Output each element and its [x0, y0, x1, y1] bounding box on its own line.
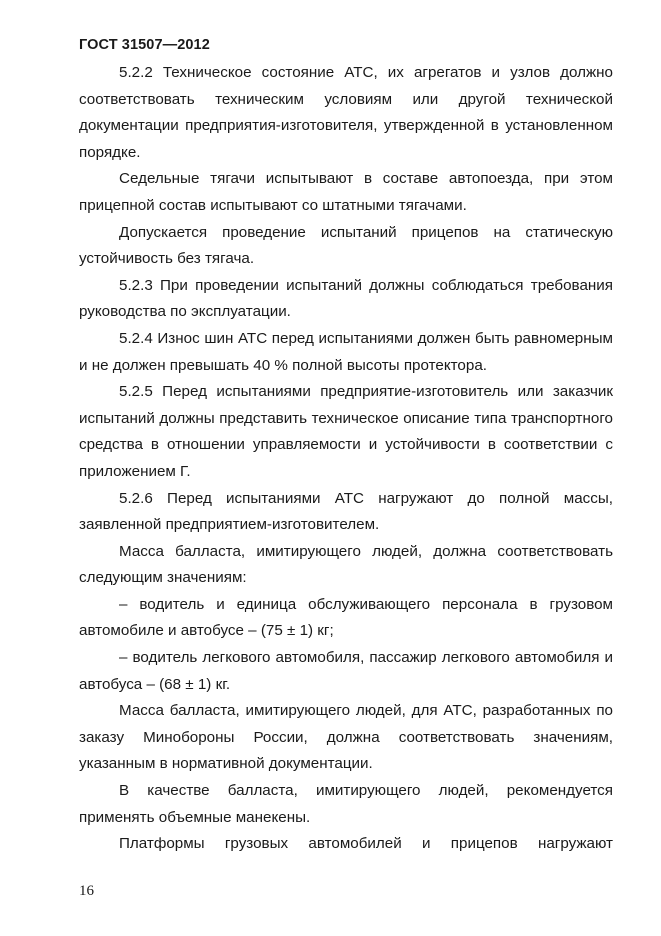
- paragraph-5-2-6: 5.2.6 Перед испытаниями АТС нагружают до полной массы, заявленной предприятием-изготовителем.: [79, 489, 613, 534]
- paragraph-trailers-stability: Допускается проведение испытаний прицепов на статическую устойчивость без тягача.: [79, 223, 613, 268]
- paragraph-5-2-3: 5.2.3 При проведении испытаний должны соблюдаться требования руководства по эксплуатации.: [79, 276, 613, 321]
- list-item-driver-truck: – водитель и единица обслуживающего персонала в грузовом автомобиле и автобусе – (75 ± 1) кг;: [79, 595, 613, 640]
- paragraph-5-2-4: 5.2.4 Износ шин АТС перед испытаниями должен быть равномерным и не должен превышать 40 % полной высоты протектора.: [79, 329, 613, 374]
- list-item-driver-car: – водитель легкового автомобиля, пассажир легкового автомобиля и автобуса – (68 ± 1) кг.: [79, 649, 613, 693]
- paragraph-5-2-5: 5.2.5 Перед испытаниями предприятие-изготовитель или заказчик испытаний должны представить техническое описание типа транспортного средства в отношении управляемости и устойчивости в соответствии с приложением Г.: [79, 383, 613, 480]
- paragraph-tractors: Седельные тягачи испытывают в составе автопоезда, при этом прицепной состав испытывают со штатными тягачами.: [79, 170, 613, 214]
- paragraph-platforms: Платформы грузовых автомобилей и прицепов нагружают: [119, 835, 613, 853]
- document-header: ГОСТ 31507—2012: [79, 37, 210, 53]
- document-body: [79, 60, 613, 858]
- paragraph-mannequins: В качестве балласта, имитирующего людей, рекомендуется применять объемные манекены.: [79, 782, 613, 826]
- paragraph-ballast-mass: Масса балласта, имитирующего людей, должна соответствовать следующим значениям:: [79, 542, 613, 587]
- paragraph-ballast-defense: Масса балласта, имитирующего людей, для АТС, разработанных по заказу Минобороны России, должна соответствовать значениям, указанным в нормативной документации.: [79, 702, 613, 773]
- page-number: 16: [79, 883, 94, 899]
- paragraph-5-2-2: 5.2.2 Техническое состояние АТС, их агрегатов и узлов должно соответствовать техническим условиям или другой технической документации предприятия-изготовителя, утвержденной в установленном порядке.: [79, 64, 613, 161]
